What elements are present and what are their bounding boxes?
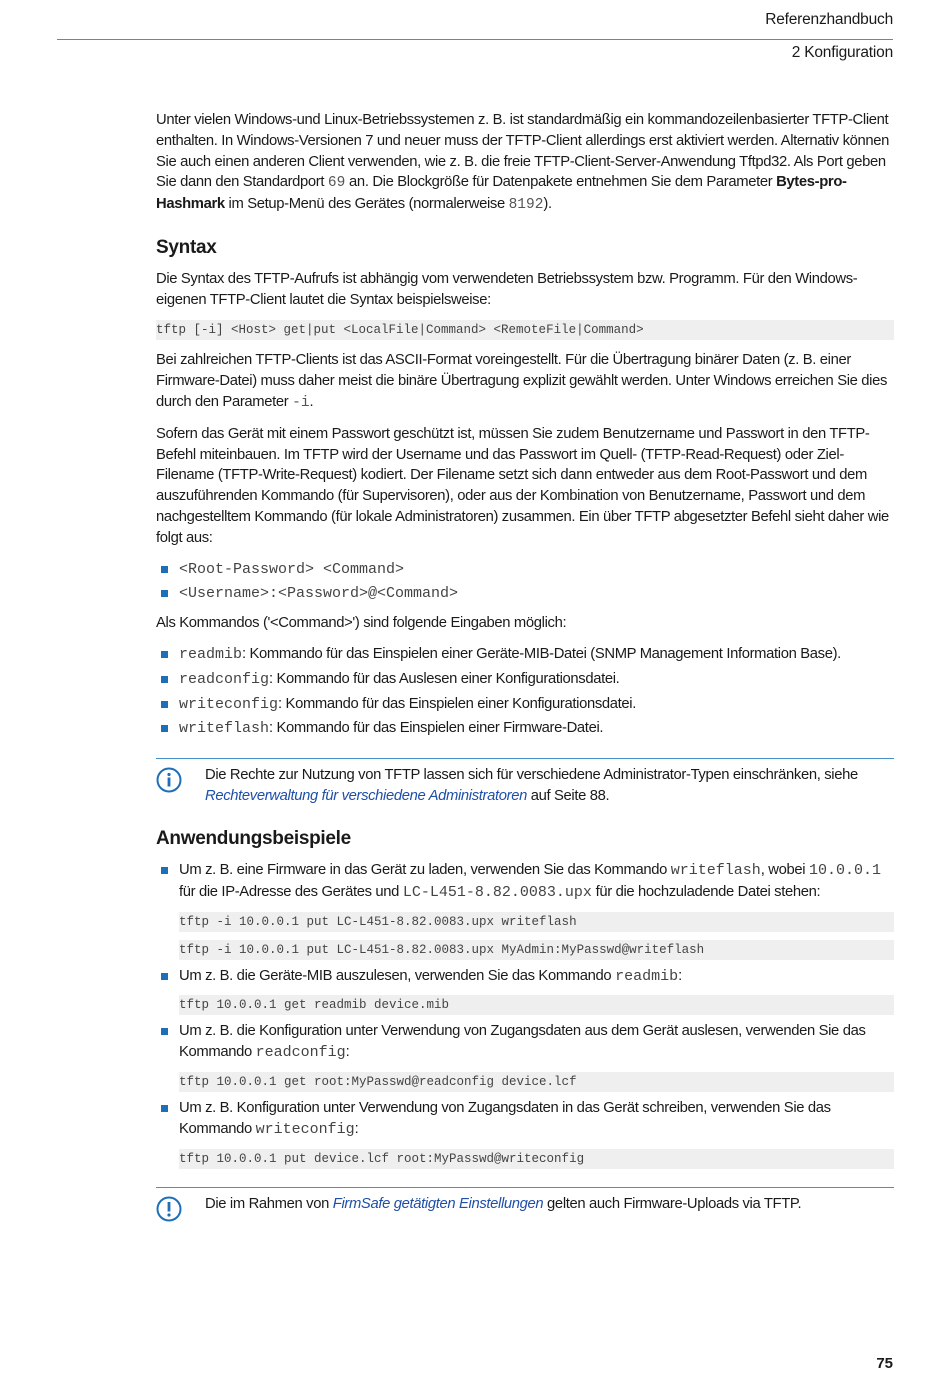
list-item: Um z. B. die Geräte-MIB auszulesen, verwenden Sie das Kommando readmib: tftp 10.0.0.1 get readmib device.mib <box>156 966 894 1016</box>
syntax-heading: Syntax <box>156 236 217 258</box>
port-value: 69 <box>327 175 346 192</box>
list-item: writeflash: Kommando für das Einspielen einer Firmware-Datei. <box>156 718 894 740</box>
syntax-paragraph: Die Syntax des TFTP-Aufrufs ist abhängig vom verwendeten Betriebssystem bzw. Programm. Für den Windows-eigenen TFTP-Client lautet die Syntax beispielsweise: <box>156 270 858 308</box>
info-note-text: Die Rechte zur Nutzung von TFTP lassen sich für verschiedene Administrator-Typen einschränken, siehe Rechteverwaltung für verschiedene Administratoren auf Seite 88. <box>205 767 858 805</box>
examples-list <box>156 860 894 1169</box>
info-icon <box>156 767 182 793</box>
warning-note <box>156 1187 894 1215</box>
example-code: tftp 10.0.0.1 put device.lcf root:MyPasswd@writeconfig <box>179 1149 894 1169</box>
example-code: tftp -i 10.0.0.1 put LC-L451-8.82.0083.upx writeflash <box>179 912 894 932</box>
list-item: Um z. B. eine Firmware in das Gerät zu laden, verwenden Sie das Kommando writeflash, wobei 10.0.0.1 für die IP-Adresse des Gerätes und LC-L451-8.82.0083.upx für die hochzuladende Datei stehen: tftp -i 10.0.0.1 put LC-L451-8.82.0083.upx writeflash tftp -i 10.0.0.1 put LC-L451-8.82.0083.upx MyAdmin:MyPasswd@writeflash <box>156 860 894 960</box>
blocksize-value: 8192 <box>508 197 544 214</box>
firmsafe-link[interactable]: FirmSafe getätigten Einstellungen <box>332 1195 544 1212</box>
list-item: <Root-Password> <Command> <box>156 559 894 581</box>
manual-title: Referenzhandbuch <box>765 11 893 28</box>
example-code: tftp 10.0.0.1 get readmib device.mib <box>179 995 894 1015</box>
examples-heading: Anwendungsbeispiele <box>156 828 351 850</box>
ascii-paragraph: Bei zahlreichen TFTP-Clients ist das ASCII-Format voreingestellt. Für die Übertragung binärer Daten (z. B. einer Firmware-Datei) muss daher meist die binäre Übertragung explizit gewählt werden. Unter Windows erreichen Sie dies durch den Parameter -i. <box>156 352 888 411</box>
info-note <box>156 758 894 807</box>
list-item: writeconfig: Kommando für das Einspielen einer Konfigurationsdatei. <box>156 694 894 716</box>
commands-list <box>156 644 894 740</box>
list-item: Um z. B. Konfiguration unter Verwendung von Zugangsdaten in das Gerät schreiben, verwenden Sie das Kommando writeconfig: tftp 10.0.0.1 put device.lcf root:MyPasswd@writeconfig <box>156 1098 894 1169</box>
list-item: readconfig: Kommando für das Auslesen einer Konfigurationsdatei. <box>156 669 894 691</box>
commands-intro: Als Kommandos ('<Command>') sind folgende Eingaben möglich: <box>156 615 567 632</box>
syntax-code: tftp [-i] <Host> get|put <LocalFile|Command> <RemoteFile|Command> <box>156 320 894 340</box>
example-code: tftp -i 10.0.0.1 put LC-L451-8.82.0083.upx MyAdmin:MyPasswd@writeflash <box>179 940 894 960</box>
list-item: Um z. B. die Konfiguration unter Verwendung von Zugangsdaten aus dem Gerät auslesen, verwenden Sie das Kommando readconfig: tftp 10.0.0.1 get root:MyPasswd@readconfig device.lcf <box>156 1021 894 1092</box>
warning-note-text: Die im Rahmen von FirmSafe getätigten Einstellungen gelten auch Firmware-Uploads via TFTP. <box>205 1195 802 1212</box>
chapter-title: 2 Konfiguration <box>791 44 893 61</box>
rights-management-link[interactable]: Rechteverwaltung für verschiedene Administratoren <box>205 788 527 805</box>
intro-paragraph: Unter vielen Windows-und Linux-Betriebssystemen z. B. ist standardmäßig ein kommandozeilenbasierter TFTP-Client enthalten. In Windows-Versionen 7 und neuer muss der TFTP-Client allerdings erst aktiviert werden. Alternativ können Sie auch einen anderen Client verwenden, wie z. B. die freie TFTP-Client-Server-Anwendung Tftpd32. Als Port geben Sie dann den Standardport 69 an. Die Blockgröße für Datenpakete entnehmen Sie dem Parameter Bytes-pro-Hashmark im Setup-Menü des Gerätes (normalerweise 8192). <box>156 112 890 214</box>
command-forms-list <box>156 559 894 606</box>
header-rule <box>57 39 893 40</box>
parameter-name: Bytes-pro-Hashmark <box>156 174 847 213</box>
example-code: tftp 10.0.0.1 get root:MyPasswd@readconfig device.lcf <box>179 1072 894 1092</box>
list-item: readmib: Kommando für das Einspielen einer Geräte-MIB-Datei (SNMP Management Information Base). <box>156 644 894 666</box>
page-number: 75 <box>876 1355 893 1372</box>
list-item: <Username>:<Password>@<Command> <box>156 583 894 605</box>
exclamation-icon <box>156 1196 182 1222</box>
page-content <box>156 110 894 1233</box>
binary-parameter: -i <box>292 394 310 411</box>
password-paragraph: Sofern das Gerät mit einem Passwort geschützt ist, müssen Sie zudem Benutzername und Passwort in den TFTP-Befehl miteinbauen. Im TFTP wird der Username und das Passwort im Quell- (TFTP-Read-Request) oder Ziel-Filename (TFTP-Write-Request) kodiert. Der Filename setzt sich dann entweder aus dem Root-Passwort und dem auszuführenden Kommando (für Supervisoren), oder aus der Kombination von Benutzername, Passwort und dem nachgestelltem Kommando (für lokale Administratoren) zusammen. Ein über TFTP abgesetzter Befehl sieht daher wie folgt aus: <box>156 425 889 546</box>
